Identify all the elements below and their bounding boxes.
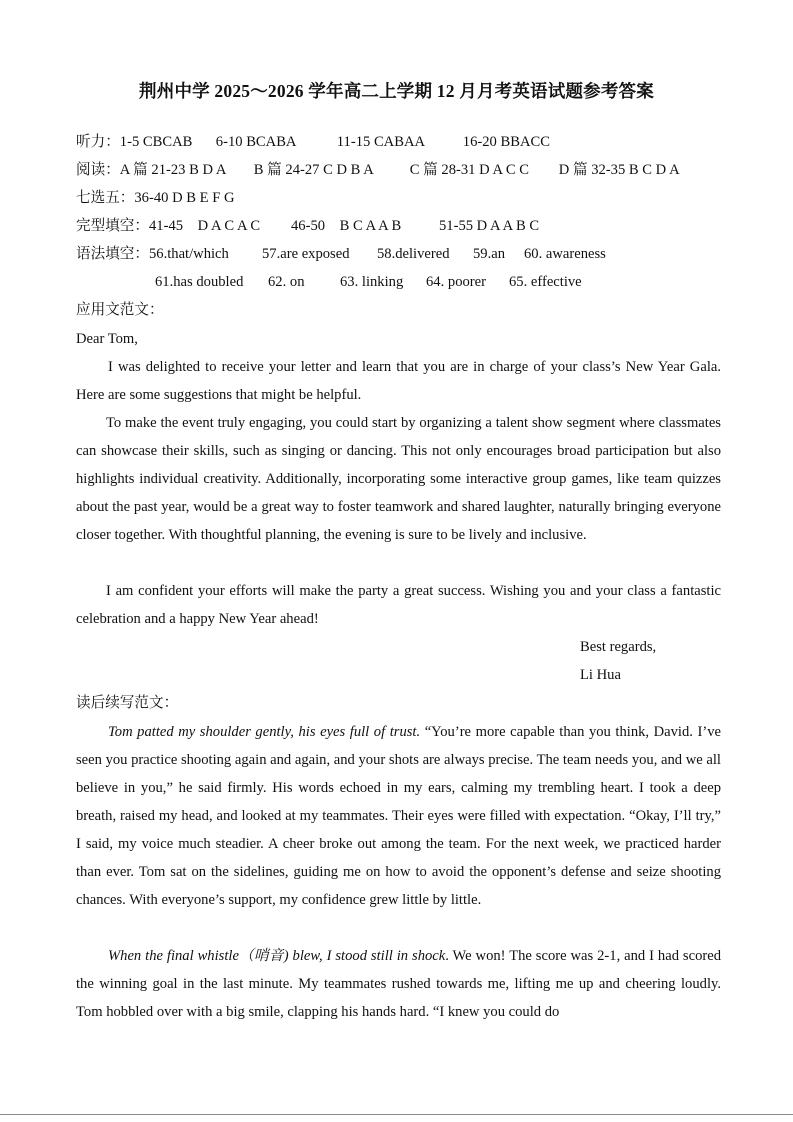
listening-answers [76,132,550,152]
reading-label: 阅读： [76,162,120,178]
grammar-58: 58.delivered [376,246,450,262]
continuation-p1-body: “You’re more capable than you think, David. I’ve seen you practice shooting again and again, and your shots are always precise. The team needs you, and we all believe in you,” he said firmly. His words echoed in my ears, calming my trembling heart. I took a deep breath, raised my head, and looked at my teammates. Their eyes were filled with expectation. “Okay, I’ll try,” I said, my voice much steadier. A cheer broke out among the team. For the next week, we practiced harder than ever. Tom sat on the sidelines, guiding me on how to avoid the opponent’s defense and seize shooting chances. With everyone’s support, my confidence grew little by little. [76,724,721,908]
continuation-p2-body: . We won! The score was 2-1, and I had scored the winning goal in the last minute. My teammates rushed towards me, lifting me up and cheering loudly. Tom hobbled over with a big smile, clapping his hands hard. “I knew you could do [76,948,721,1020]
page-title: 荆州中学 2025～2026 学年高二上学期 12 月月考英语试题参考答案 [139,81,654,101]
writing-label: 应用文范文： [76,302,164,318]
grammar-63: 63. linking [340,274,404,290]
grammar-answers-row2 [155,272,582,292]
grammar-answers-row1 [76,244,606,264]
grammar-61: 61.has doubled [155,274,244,290]
continuation-paragraph-2 [76,942,721,1026]
cloze-a: 41-45 D A C A C [148,218,261,234]
continuation-p1-lead: Tom patted my shoulder gently, his eyes full of trust. [108,724,421,740]
grammar-65: 65. effective [509,274,582,290]
continuation-paragraph-1 [76,718,721,914]
page-bottom-divider [0,1114,793,1115]
listening-a: 1-5 CBCAB [119,134,193,150]
grammar-57: 57.are exposed [261,246,350,262]
cloze-b: 46-50 B C A A B [290,218,402,234]
grammar-64: 64. poorer [426,274,486,290]
listening-label: 听力： [76,134,120,150]
letter-paragraph-3: I am confident your efforts will make the party a great success. Wishing you and your class a fantastic celebration and a happy New Year ahead! [76,583,721,627]
letter-closing: Best regards, [580,639,657,655]
reading-answers [76,160,680,180]
listening-d: 16-20 BBACC [462,134,550,150]
seven-five-answers: 七选五：36-40 D B E F G [76,190,235,206]
letter-signature: Li Hua [580,667,621,683]
letter-salutation: Dear Tom, [76,331,138,347]
reading-a: A 篇 21-23 B D A [119,162,227,178]
reading-b: B 篇 24-27 C D B A [253,162,374,178]
letter-paragraph-2: To make the event truly engaging, you could start by organizing a talent show segment where classmates can showcase their skills, such as singing or dancing. This not only encourages broad participation but also highlights individual creativity. Additionally, incorporating some interactive group games, like team quizzes about the past year, would be a great way to foster teamwork and shared laughter, naturally bringing everyone closer together. With thoughtful planning, the evening is sure to be lively and inclusive. [76,415,721,543]
letter-paragraph-1: I was delighted to receive your letter and learn that you are in charge of your class’s New Year Gala. Here are some suggestions that might be helpful. [76,359,721,403]
grammar-60: 60. awareness [523,246,606,262]
reading-c: C 篇 28-31 D A C C [409,162,529,178]
reading-d: D 篇 32-35 B C D A [558,162,680,178]
grammar-62: 62. on [268,274,305,290]
grammar-56: 56.that/which [148,246,229,262]
grammar-59: 59.an [472,246,506,262]
listening-c: 11-15 CABAA [336,134,426,150]
continuation-label: 读后续写范文： [76,695,179,711]
grammar-label: 语法填空： [76,246,149,262]
cloze-c: 51-55 D A A B C [438,218,540,234]
cloze-label: 完型填空： [76,218,149,234]
cloze-answers [76,216,539,236]
continuation-p2-lead: When the final whistle（哨音) blew, I stood still in shock [108,948,446,964]
listening-b: 6-10 BCABA [215,134,297,150]
